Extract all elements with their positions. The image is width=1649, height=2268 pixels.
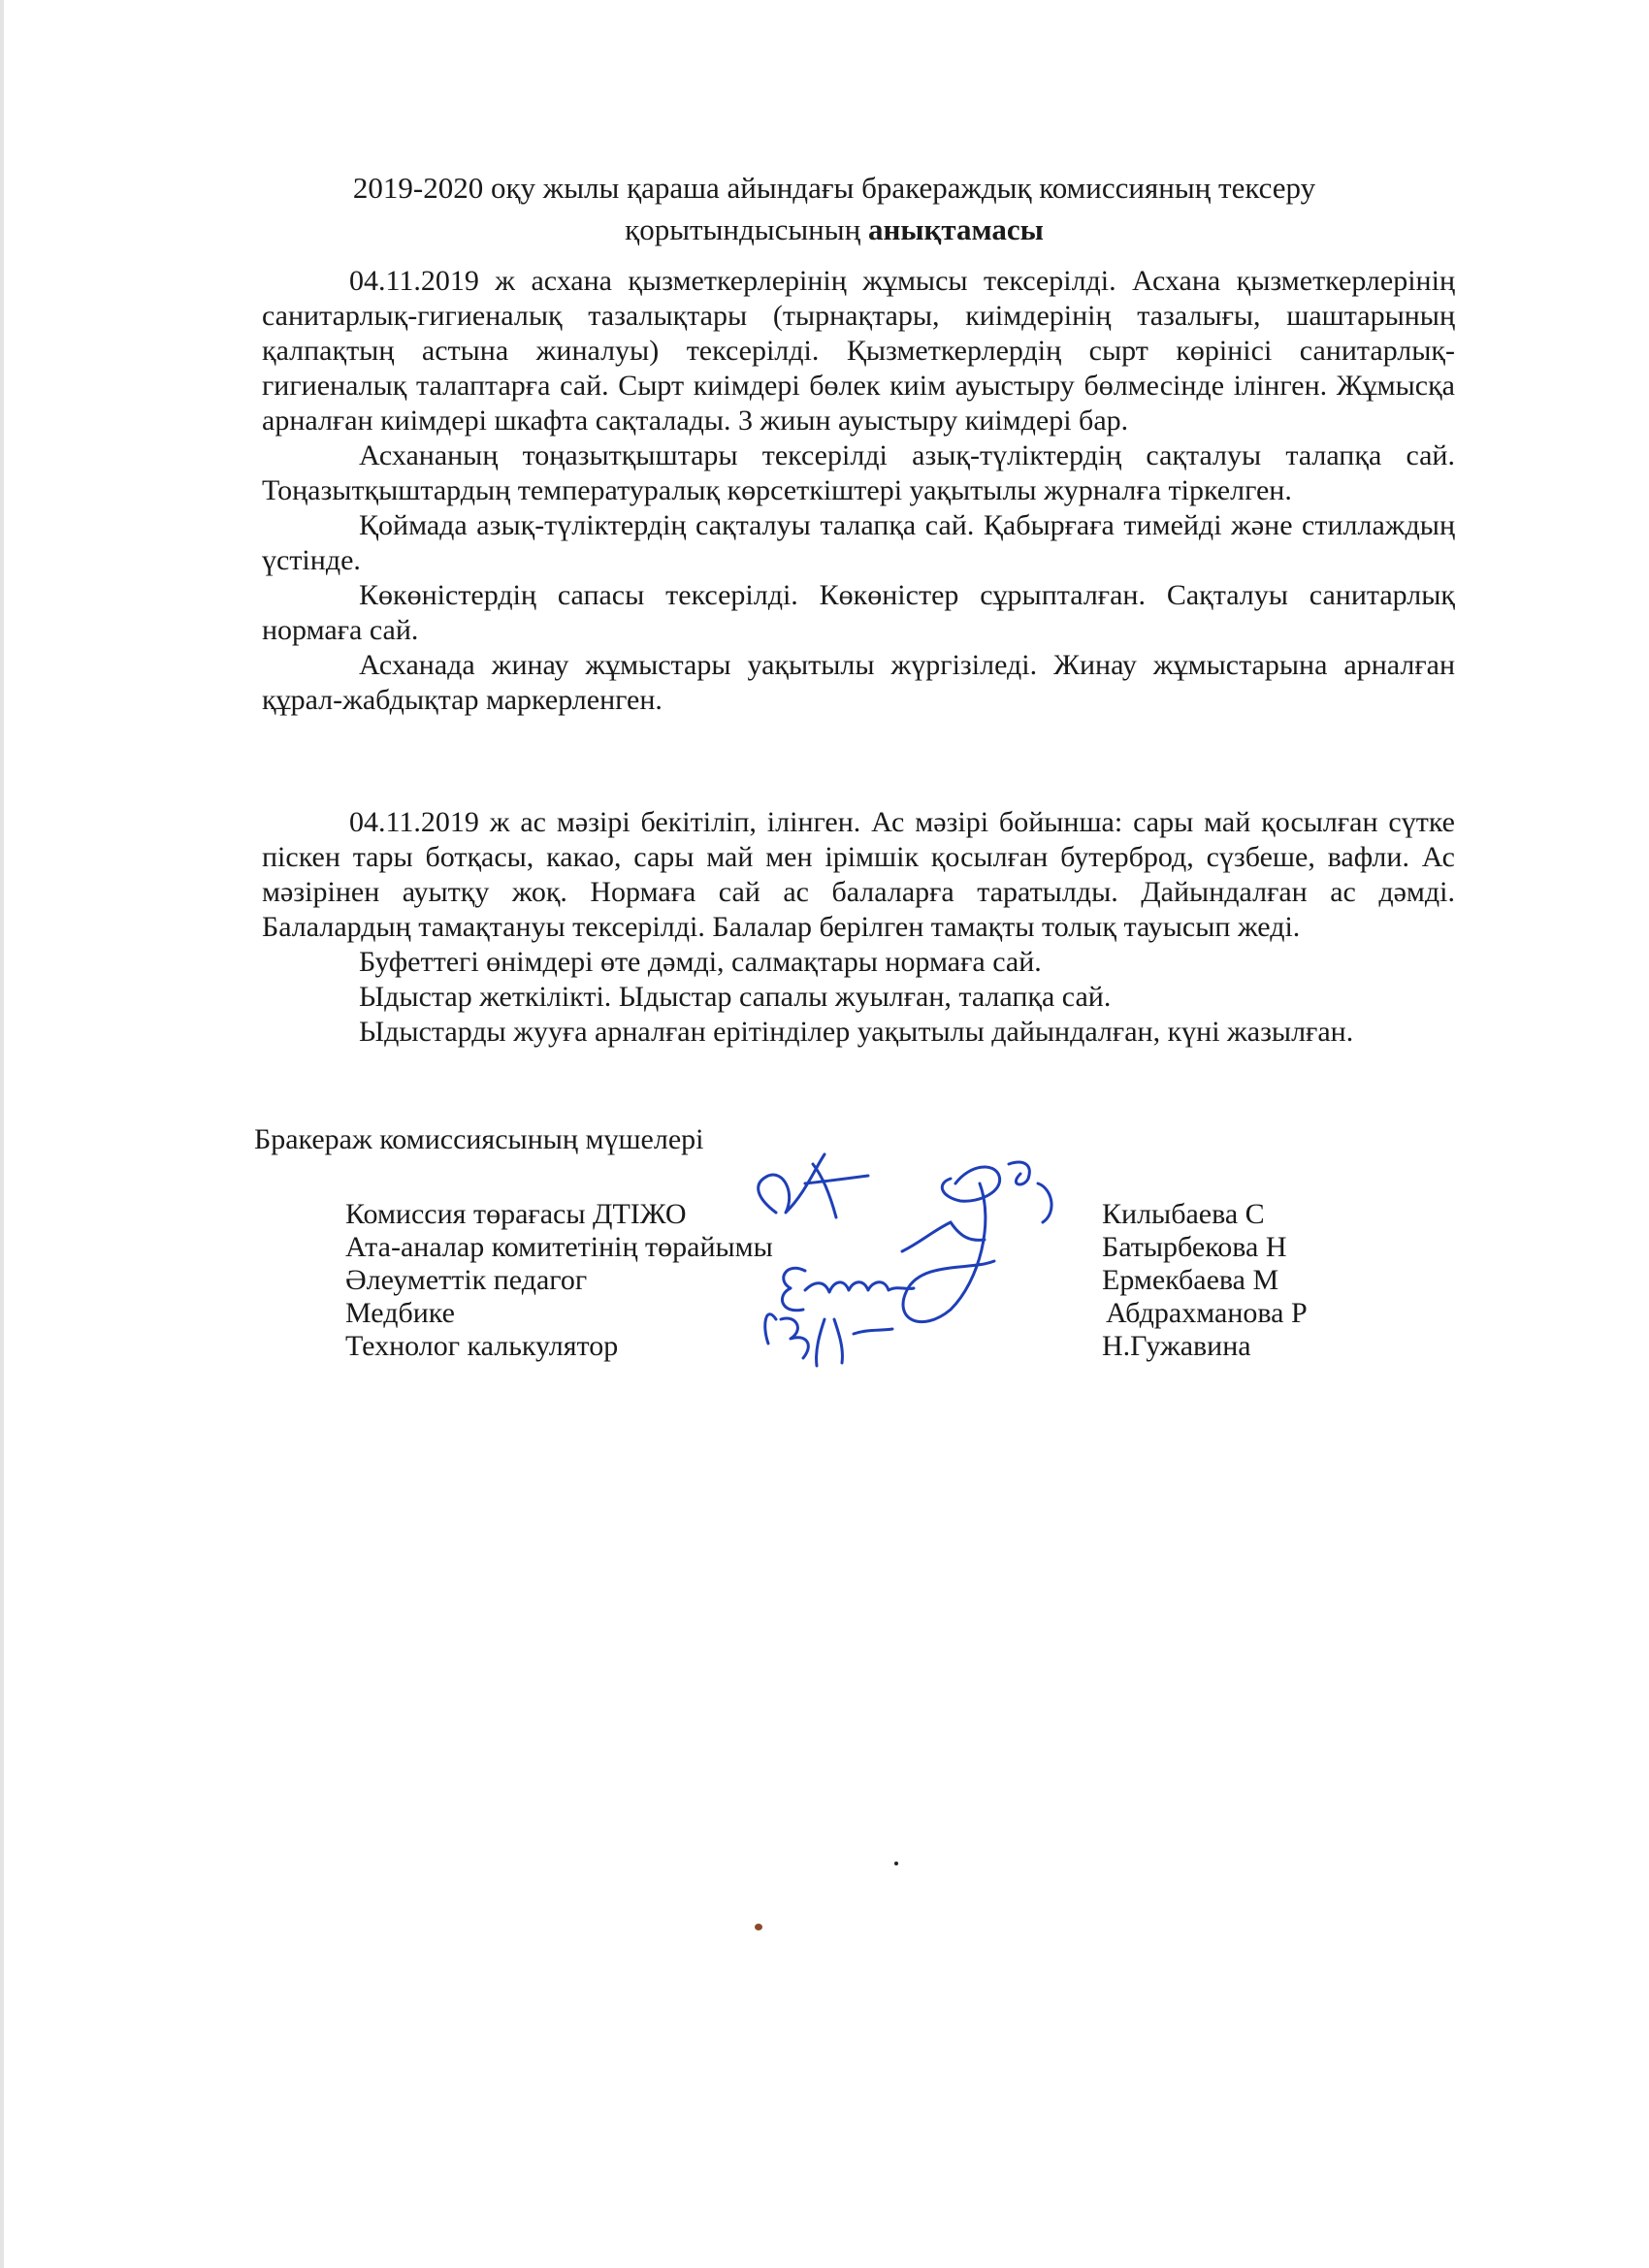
- member-role: Медбике: [345, 1297, 455, 1329]
- title-line-2-bold: анықтамасы: [867, 212, 1044, 246]
- member-name: Н.Гужавина: [1102, 1330, 1251, 1362]
- paragraph: Буфеттегі өнімдері өте дәмді, салмақтары нормаға сай.: [359, 946, 1042, 978]
- title-line-2-normal: қорытындысының: [625, 212, 868, 246]
- member-role: Комиссия төрағасы ДТІЖО: [345, 1198, 687, 1230]
- section-1: [262, 264, 1455, 718]
- scan-speck: [894, 1862, 898, 1865]
- scan-edge: [0, 0, 4, 2268]
- paragraph: Көкөністердің сапасы тексерілді. Көкөністер сұрыпталған. Сақталуы санитарлық нормаға сай.: [262, 579, 1455, 646]
- members-heading: Бракераж комиссиясының мүшелері: [254, 1123, 704, 1155]
- member-name: Батырбекова Н: [1102, 1231, 1287, 1263]
- document-title: [291, 167, 1377, 250]
- paragraph: Қоймада азық-түліктердің сақталуы талапқа сай. Қабырғаға тимейді және стиллаждың үстінде.: [262, 509, 1455, 576]
- paragraph: Асхананың тоңазытқыштары тексерілді азық-түліктердің сақталуы талапқа сай. Тоңазытқыштардың температуралық көрсеткіштері уақытылы журналға тіркелген.: [262, 439, 1455, 506]
- paragraph: Асханада жинау жұмыстары уақытылы жүргізіледі. Жинау жұмыстарына арналған құрал-жабдықтар маркерленген.: [262, 649, 1455, 716]
- member-name: Ермекбаева М: [1102, 1264, 1279, 1296]
- member-name: Абдрахманова Р: [1106, 1297, 1308, 1329]
- title-line-1: 2019-2020 оқу жылы қараша айындағы бракераждық комиссияның тексеру: [352, 171, 1316, 205]
- paragraph: Ыдыстар жеткілікті. Ыдыстар сапалы жуылған, талапқа сай.: [359, 981, 1112, 1013]
- member-role: Ата-аналар комитетінің төрайымы: [345, 1231, 773, 1263]
- signature-strokes: [759, 1154, 1051, 1366]
- scan-speck: [755, 1924, 762, 1930]
- member-role: Әлеуметтік педагог: [345, 1264, 588, 1296]
- section-2: [262, 805, 1455, 1050]
- member-name: Килыбаева С: [1102, 1198, 1265, 1230]
- handwritten-signatures: [660, 1125, 1106, 1377]
- title-line-2: [291, 209, 1377, 250]
- member-role: Технолог калькулятор: [345, 1330, 619, 1362]
- paragraph: 04.11.2019 ж ас мәзірі бекітіліп, ілінген. Ас мәзірі бойынша: сары май қосылған сүтке піскен тары ботқасы, какао, сары май мен ірімшік қосылған бутерброд, сүзбеше, вафли. Ас мәзірінен ауытқу жоқ. Нормаға сай ас балаларға таратылды. Дайындалған ас дәмді. Балалардың тамақтануы тексерілді. Балалар берілген тамақты толық тауысып жеді.: [262, 806, 1455, 943]
- paragraph: 04.11.2019 ж асхана қызметкерлерінің жұмысы тексерілді. Асхана қызметкерлерінің санитарлық-гигиеналық тазалықтары (тырнақтары, киімдерінің тазалығы, шаштарының қалпақтың астына жиналуы) тексерілді. Қызметкерлердің сырт көрінісі санитарлық-гигиеналық талаптарға сай. Сырт киімдері бөлек киім ауыстыру бөлмесінде ілінген. Жұмысқа арналған киімдері шкафта сақталады. 3 жиын ауыстыру киімдері бар.: [262, 265, 1455, 437]
- paragraph: Ыдыстарды жууға арналған ерітінділер уақытылы дайындалған, күні жазылған.: [359, 1016, 1354, 1048]
